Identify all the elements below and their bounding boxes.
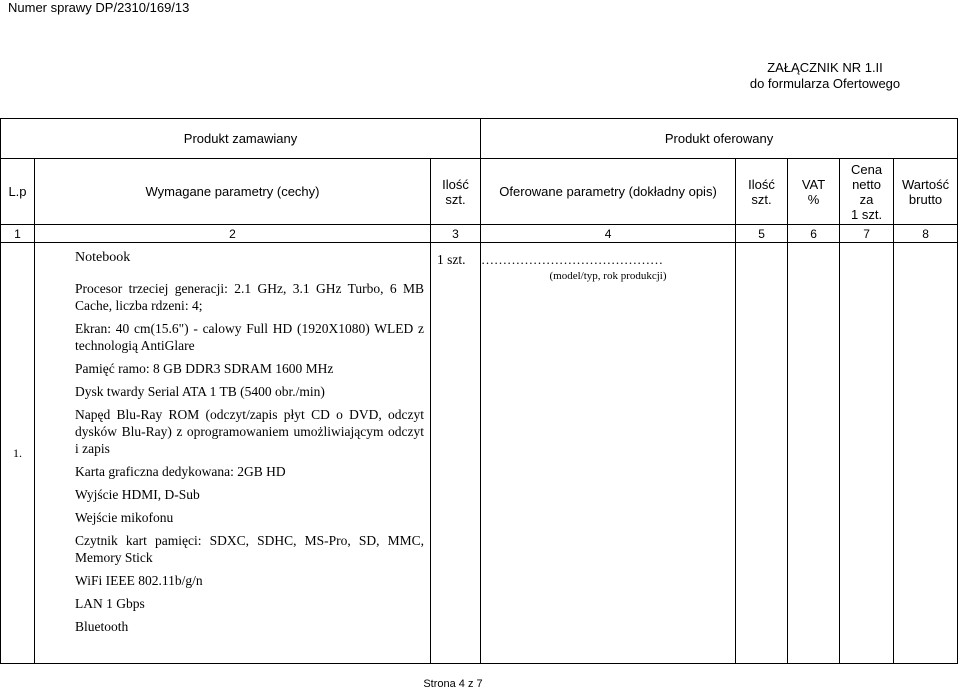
annex-heading bbox=[720, 60, 930, 92]
col-qty2-line1: Ilość bbox=[748, 176, 775, 192]
offered-qty-cell[interactable] bbox=[736, 243, 788, 664]
spec-item: Procesor trzeciej generacji: 2.1 GHz, 3.1 GHz Turbo, 6 MB Cache, liczba rdzeni: 4; bbox=[75, 281, 424, 313]
gross-value-cell[interactable] bbox=[894, 243, 958, 664]
row-lp: 1. bbox=[1, 243, 35, 664]
column-number-row bbox=[1, 225, 958, 243]
spec-item: WiFi IEEE 802.11b/g/n bbox=[75, 573, 203, 588]
column-number: 2 bbox=[35, 225, 431, 243]
col-qty-line2: szt. bbox=[445, 191, 466, 207]
spec-item: LAN 1 Gbps bbox=[75, 596, 145, 611]
col-vat-header bbox=[788, 159, 840, 225]
column-number: 7 bbox=[840, 225, 894, 243]
group-ordered-header: Produkt zamawiany bbox=[1, 119, 481, 159]
column-number: 3 bbox=[431, 225, 481, 243]
col-vat-line2: % bbox=[807, 191, 820, 207]
col-qty-header bbox=[431, 159, 481, 225]
case-number: Numer sprawy DP/2310/169/13 bbox=[8, 0, 190, 15]
col-value-line2: brutto bbox=[908, 191, 943, 207]
col-price-line2: netto bbox=[852, 176, 881, 192]
col-price-line4: 1 szt. bbox=[850, 206, 883, 222]
column-number: 1 bbox=[1, 225, 35, 243]
col-price-line3: za bbox=[859, 191, 874, 207]
column-number: 6 bbox=[788, 225, 840, 243]
col-value-header bbox=[894, 159, 958, 225]
col-offered-header: Oferowane parametry (dokładny opis) bbox=[481, 159, 736, 225]
annex-subtitle: do formularza Ofertowego bbox=[749, 76, 901, 91]
model-hint: (model/typ, rok produkcji) bbox=[549, 270, 667, 282]
spec-item: Wejście mikofonu bbox=[75, 510, 174, 525]
spec-item: Bluetooth bbox=[75, 619, 129, 634]
col-price-header bbox=[840, 159, 894, 225]
group-offered-header: Produkt oferowany bbox=[481, 119, 958, 159]
spec-item: Czytnik kart pamięci: SDXC, SDHC, MS-Pro, SD, MMC, Memory Stick bbox=[75, 533, 424, 565]
annex-title: ZAŁĄCZNIK NR 1.II bbox=[767, 60, 883, 75]
col-vat-line1: VAT bbox=[801, 176, 826, 192]
net-price-cell[interactable] bbox=[840, 243, 894, 664]
vat-cell[interactable] bbox=[788, 243, 840, 664]
spec-cell bbox=[35, 243, 431, 664]
spec-item: Karta graficzna dedykowana: 2GB HD bbox=[75, 464, 286, 479]
col-qty-line1: Ilość bbox=[442, 176, 469, 192]
col-required-header: Wymagane parametry (cechy) bbox=[35, 159, 431, 225]
column-number: 8 bbox=[894, 225, 958, 243]
col-value-line1: Wartość bbox=[901, 176, 950, 192]
row-qty: 1 szt. bbox=[431, 243, 481, 664]
spec-list bbox=[35, 266, 430, 635]
offer-table bbox=[0, 118, 958, 664]
table-row bbox=[1, 243, 958, 664]
offered-params-cell[interactable] bbox=[481, 243, 736, 664]
column-number: 4 bbox=[481, 225, 736, 243]
col-price-line1: Cena bbox=[850, 161, 883, 177]
column-number: 5 bbox=[736, 225, 788, 243]
col-qty2-line2: szt. bbox=[751, 191, 772, 207]
spec-item: Pamięć ramo: 8 GB DDR3 SDRAM 1600 MHz bbox=[75, 361, 334, 376]
spec-item: Wyjście HDMI, D-Sub bbox=[75, 487, 200, 502]
page-footer: Strona 4 z 7 bbox=[423, 678, 483, 690]
spec-item: Ekran: 40 cm(15.6") - calowy Full HD (1920X1080) WLED z technologią AntiGlare bbox=[75, 321, 424, 353]
spec-item: Napęd Blu-Ray ROM (odczyt/zapis płyt CD o DVD, odczyt dysków Blu-Ray) z oprogramowaniem umożliwiającym odczyt i zapis bbox=[75, 407, 424, 456]
col-lp-header: L.p bbox=[1, 159, 35, 225]
col-qty2-header bbox=[736, 159, 788, 225]
product-title: Notebook bbox=[75, 250, 131, 265]
offered-model-blank[interactable]: …………………………………… bbox=[481, 252, 664, 267]
spec-item: Dysk twardy Serial ATA 1 TB (5400 obr./min) bbox=[75, 384, 325, 399]
